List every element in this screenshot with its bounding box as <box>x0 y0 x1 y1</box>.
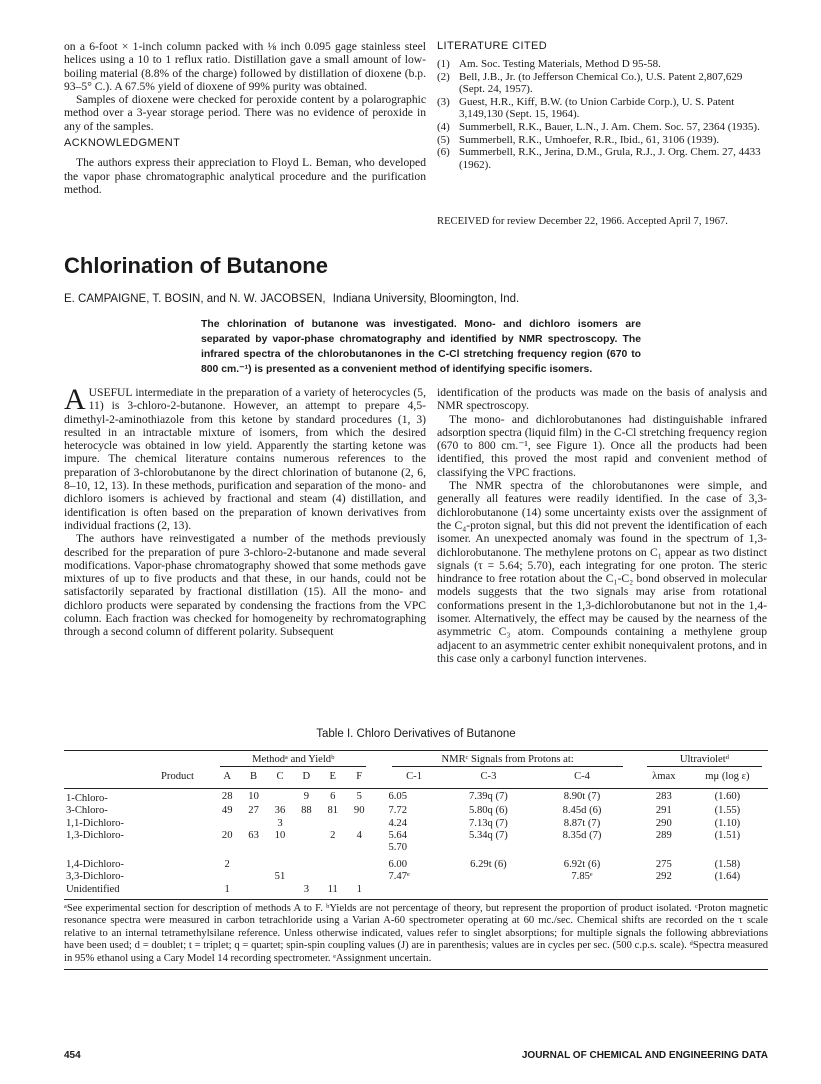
literature-cited <box>437 40 767 171</box>
reference-number: (6) <box>437 146 450 159</box>
acknowledgment-text: The authors express their appreciation to Floyd L. Beman, who developed the vapor phase chromatographic analytical procedure and the purification method. <box>64 156 426 196</box>
uv-cell: (1.51) <box>714 830 741 842</box>
nmr-cell: 6.05 <box>388 790 408 802</box>
spacer-cell <box>372 805 386 817</box>
method-yield-cell <box>240 855 266 871</box>
uv-group-header: Ultravioletᵈ <box>647 754 762 767</box>
table-row <box>64 871 768 883</box>
nmr-cell: 7.39q (7) <box>469 790 508 802</box>
table-row <box>64 855 768 871</box>
reference-item <box>437 121 767 134</box>
uv-cell: 292 <box>655 871 672 883</box>
method-yield-cell <box>240 818 266 830</box>
spacer-cell <box>629 871 641 883</box>
dioxene-paragraph-1: on a 6-foot × 1-inch column packed with ⅛ inch 0.095 gage stainless steel helices using a 10 to 1 reflux ratio. Distillation gave a small amount of low-boiling material (8.8% of the charge) followed by distillation of dioxene (b.p. 93–5° C.). A 67.5% yield of dioxene of 99% purity was obtained. <box>64 40 426 93</box>
literature-heading: LITERATURE CITED <box>437 40 548 52</box>
method-column-header: F <box>356 771 363 783</box>
method-yield-cell: 10 <box>274 830 286 842</box>
reference-list <box>437 58 767 171</box>
uv-cell: 289 <box>655 830 672 842</box>
product-cell: 1,3-Dichloro- <box>66 830 124 842</box>
spacer-cell <box>372 767 386 788</box>
spacer-cell <box>629 788 641 805</box>
uv-cell <box>687 842 768 854</box>
method-yield-cell: 1 <box>224 883 230 895</box>
method-yield-cell: 3 <box>303 883 310 895</box>
method-yield-cell <box>320 855 346 871</box>
identification-paragraph: identification of the products was made on the basis of analysis and NMR spectroscopy. <box>437 386 767 413</box>
nmr-column-header: C-1 <box>406 771 422 783</box>
spacer-cell <box>372 818 386 830</box>
nmr-cell <box>535 884 629 896</box>
method-column-header: E <box>329 771 336 783</box>
method-yield-cell <box>293 830 319 842</box>
table-footnote: ᵃSee experimental section for description of methods A to F. ᵇYields are not percentage of theory, but represent the proportion of product isolated. ᶜProton magnetic resonance spectra were measured in carbon tetrachloride using a Varian A-60 spectrometer operating at 60 mc./sec. Chemical shifts are recorded on the τ scale relative to an internal tetramethylsilane reference. Unless otherwise indicated, values refer to singlet absorptions; for multiple signals the following abbreviations have been used; d = doublet; t = triplet; q = quartet; spin-spin coupling values (J) are in parenthesis; values are in cycles per sec. (500 c.p.s. scale). ᵈSpectra measured in 95% ethanol using a Cary Model 14 recording spectrometer. ᵉAssignment uncertain. <box>64 903 768 964</box>
nmr-cell: 6.29t (6) <box>470 858 507 870</box>
method-yield-cell <box>320 871 346 883</box>
method-yield-cell <box>214 818 240 830</box>
affiliation: Indiana University, Bloomington, Ind. <box>332 293 520 305</box>
method-column-header: A <box>223 771 232 783</box>
method-yield-cell: 2 <box>330 830 336 842</box>
uv-column-header: mμ (log ε) <box>705 771 750 783</box>
spacer-cell <box>629 805 641 817</box>
product-cell: 3,3-Dichloro- <box>66 871 124 883</box>
method-column-header: B <box>250 771 258 783</box>
nmr-cell: 7.72 <box>388 805 408 817</box>
nmr-cell: 6.00 <box>388 858 408 870</box>
reference-number: (4) <box>437 120 450 133</box>
page-number: 454 <box>64 1050 81 1061</box>
table-row <box>64 842 768 854</box>
method-column-header: C <box>276 771 284 783</box>
author-line <box>64 293 768 305</box>
spacer-cell <box>372 788 386 805</box>
spacer-cell <box>629 830 641 842</box>
reference-number: (3) <box>437 95 450 108</box>
uv-cell <box>641 842 687 854</box>
product-cell: 1,4-Dichloro- <box>66 858 124 870</box>
product-cell: 1,1-Dichloro- <box>66 817 124 829</box>
table-row <box>64 818 768 830</box>
uv-cell: (1.55) <box>714 805 741 817</box>
method-yield-cell <box>240 842 266 854</box>
nmr-cell <box>386 884 441 896</box>
nmr-cell <box>442 884 536 896</box>
method-yield-cell: 1 <box>356 883 362 895</box>
nmr-cell: 5.80q (6) <box>469 805 508 817</box>
uv-cell: (1.60) <box>714 790 741 802</box>
nmr-cell: 4.24 <box>388 817 408 829</box>
nmr-cell: 8.90t (7) <box>563 790 601 802</box>
spacer-cell <box>629 818 641 830</box>
spacer-cell <box>372 871 386 883</box>
method-yield-cell <box>267 855 293 871</box>
nmr-cell <box>442 842 536 854</box>
method-yield-cell <box>214 842 240 854</box>
product-cell <box>64 842 214 854</box>
methods-paragraph: The authors have reinvestigated a number of the methods previously described for the preparation of pure 3-chloro-2-butanone and made several modifications. Vapor-phase chromatography showed that some methods gave mixtures of up to five products and that these, in our hands, could not be satisfactorily separated by fractional distillation (15). All the mono- and dichloro products were separated by condensing the fractions from the VPC column. Each fraction was checked for homogeneity by rechromatographing through a second column of different polarity. Subsequent <box>64 532 426 639</box>
nmr-cell <box>442 871 536 883</box>
reference-text: Guest, H.R., Kiff, B.W. (to Union Carbide Corp.), U. S. Patent 3,149,130 (Sept. 15, 1964). <box>459 95 735 121</box>
reference-item <box>437 146 767 171</box>
ir-paragraph: The mono- and dichlorobutanones had distinguishable infrared adsorption spectra (liquid film) in the C-Cl stretching frequency region (670 to 800 cm.⁻¹, see Figure 1). Once all the products had been identified, this proved the most rapid and convenient method of classifying the VPC fractions. <box>437 412 767 479</box>
nmr-column-header: C-4 <box>574 771 590 783</box>
reference-item <box>437 134 767 147</box>
body-right-column <box>437 386 767 665</box>
data-table <box>64 750 768 970</box>
uv-cell: 275 <box>655 858 672 870</box>
nmr-paragraph: The NMR spectra of the chlorobutanones were simple, and generally all features were readily identified. In the case of 3,3-dichlorobutanone (14) some uncertainty exists over the assignment of the C₄-proton signal, but this did not prevent the identification of each isomer. An unexpected anomaly was found in the spectrum of 1,3-dichlorobutanone. The methylene protons on C₁ appear as two distinct signals (τ = 5.64; 5.70), each integrating for one proton. The steric hindrance to free rotation about the C₁-C₂ bond observed in molecular models suggests that the two signals may arise from rotational conformations present in the 1,3-dichlorobutanone but not in the 1,4-isomer. Alternatively, the effect may be caused by the nearness of the asymmetric C₃ atom. Compounds containing a methylene group adjacent to an asymmetric center exhibit nonequivalent protons, and in this case only a carbonyl function intervenes. <box>437 479 767 665</box>
reference-text: Summerbell, R.K., Jerina, D.M., Grula, R.J., J. Org. Chem. 27, 4433 (1962). <box>459 146 761 171</box>
product-cell: 3-Chloro- <box>66 805 108 817</box>
uv-cell: (1.10) <box>714 817 741 829</box>
spacer-cell <box>629 767 641 788</box>
method-yield-cell: 36 <box>274 805 286 817</box>
nmr-group-header: NMRᶜ Signals from Protons at: <box>392 754 622 767</box>
reference-text: Bell, J.B., Jr. (to Jefferson Chemical Co.), U.S. Patent 2,807,629 (Sept. 24, 1957). <box>459 70 743 96</box>
table-body <box>64 788 768 896</box>
method-yield-cell: 5 <box>356 790 362 802</box>
reference-text: Summerbell, R.K., Umhoefer, R.R., Ibid., 61, 3106 (1939). <box>459 133 720 146</box>
spacer-cell <box>629 884 641 896</box>
abstract: The chlorination of butanone was investigated. Mono- and dichloro isomers are separated by vapor-phase chromatography and identified by NMR spectroscopy. The infrared spectra of the chlorobutanones in the C-Cl stretching frequency region (670 to 800 cm.⁻¹) is presented as a convenient method of identifying specific isomers. <box>201 319 641 375</box>
method-yield-cell <box>267 842 293 854</box>
received-line: RECEIVED for review December 22, 1966. Accepted April 7, 1967. <box>437 216 728 227</box>
method-yield-cell: 51 <box>274 871 286 883</box>
reference-text: Summerbell, R.K., Bauer, L.N., J. Am. Chem. Soc. 57, 2364 (1935). <box>459 120 760 133</box>
uv-cell: 283 <box>655 790 672 802</box>
method-yield-cell: 9 <box>303 790 310 802</box>
product-cell: Unidentified <box>66 883 120 895</box>
journal-name: JOURNAL OF CHEMICAL AND ENGINEERING DATA <box>521 1050 768 1061</box>
dioxene-paragraph-2: Samples of dioxene were checked for peroxide content by a polarographic method over a 3-year storage period. There was no evidence of peroxide in any of the samples. <box>64 93 426 133</box>
table-row <box>64 884 768 896</box>
method-yield-cell: 63 <box>248 830 259 842</box>
spacer-cell <box>372 842 386 854</box>
method-yield-cell: 49 <box>221 805 233 817</box>
method-group-header: Methodᵃ and Yieldᵇ <box>220 754 366 767</box>
method-yield-cell: 6 <box>330 790 336 802</box>
method-yield-cell: 10 <box>248 790 259 802</box>
uv-cell: (1.64) <box>714 871 741 883</box>
method-yield-cell <box>240 871 266 883</box>
uv-cell: (1.58) <box>714 858 741 870</box>
method-yield-cell <box>293 842 319 854</box>
table-caption: Table I. Chloro Derivatives of Butanone <box>316 728 516 740</box>
spacer-cell <box>629 842 641 854</box>
reference-number: (5) <box>437 133 450 146</box>
method-yield-cell: 88 <box>301 805 312 817</box>
method-yield-cell <box>267 788 293 805</box>
nmr-cell: 7.13q (7) <box>469 817 508 829</box>
authors: E. CAMPAIGNE, T. BOSIN, and N. W. JACOBSEN, <box>64 293 326 305</box>
method-yield-cell <box>240 884 266 896</box>
product-header: Product <box>161 771 194 783</box>
uv-cell <box>641 884 687 896</box>
method-yield-cell: 20 <box>221 830 233 842</box>
method-yield-cell <box>293 855 319 871</box>
reference-item <box>437 71 767 96</box>
table-row <box>64 805 768 817</box>
method-yield-cell: 11 <box>327 883 338 895</box>
spacer-cell <box>629 855 641 871</box>
uv-cell: 291 <box>655 805 672 817</box>
method-yield-cell <box>346 855 373 871</box>
product-cell: 1-Chloro- <box>66 792 108 804</box>
reference-text: Am. Soc. Testing Materials, Method D 95-58. <box>459 58 661 70</box>
nmr-cell: 8.45d (6) <box>562 805 602 817</box>
method-yield-cell <box>320 818 346 830</box>
method-yield-cell: 81 <box>327 805 339 817</box>
nmr-cell: 5.70 <box>388 842 408 854</box>
nmr-cell: 6.92t (6) <box>563 858 601 870</box>
reference-number: (1) <box>437 58 450 70</box>
method-yield-cell <box>346 818 373 830</box>
table-row <box>64 830 768 842</box>
nmr-cell <box>535 842 629 854</box>
method-yield-cell <box>214 871 240 883</box>
acknowledgment-heading: ACKNOWLEDGMENT <box>64 137 181 150</box>
nmr-column-header: C-3 <box>480 771 497 783</box>
table-row <box>64 788 768 805</box>
column-header-row <box>64 767 768 788</box>
article-title: Chlorination of Butanone <box>64 253 328 278</box>
spacer-cell <box>372 884 386 896</box>
method-yield-cell <box>267 884 293 896</box>
reference-number: (2) <box>437 70 450 83</box>
method-yield-cell: 2 <box>224 858 230 870</box>
uv-cell: 290 <box>655 817 672 829</box>
drop-cap: A <box>64 383 86 416</box>
method-yield-cell: 27 <box>248 805 259 817</box>
uv-column-header: λmax <box>652 771 676 783</box>
nmr-cell: 7.85ᵉ <box>571 871 593 883</box>
intro-paragraph: AUSEFUL intermediate in the preparation of a variety of heterocycles (5, 11) is 3-chloro-2-butanone. However, an attempt to prepare 4,5-dimethyl-2-aminothiazole from this ketone by standard procedures (1, 3) resulted in an intractable mixture of isomers, from which the desired heterocycle was obtained in low yield. Apparently the starting ketone was impure. The chemical literature contains numerous references to the preparation of 3-chlorobutanone by the direct chlorination of butanone (2, 6, 8–10, 12, 13). In these methods, purification and separation of the mono- and dichloro isomers is achieved by fractional and steam (4) distillation, and identification is often based on the preparation of known derivatives from individual fractions (2, 13). <box>64 383 426 532</box>
reference-item <box>437 58 767 71</box>
nmr-cell: 8.35d (7) <box>562 830 602 842</box>
body-left-column <box>64 383 426 639</box>
top-left-column <box>64 40 426 196</box>
method-yield-cell: 90 <box>353 805 365 817</box>
nmr-cell: 5.64 <box>388 830 408 842</box>
method-yield-cell: 3 <box>277 817 283 829</box>
nmr-cell: 5.34q (7) <box>469 830 508 842</box>
nmr-cell: 8.87t (7) <box>563 817 601 829</box>
uv-cell <box>687 884 768 896</box>
method-yield-cell <box>293 818 319 830</box>
method-yield-cell <box>346 842 373 854</box>
method-column-header: D <box>302 771 311 783</box>
method-yield-cell: 28 <box>221 790 233 802</box>
method-yield-cell <box>346 871 373 883</box>
nmr-cell: 7.47ᵉ <box>388 871 410 883</box>
method-yield-cell: 4 <box>356 830 362 842</box>
spacer-cell <box>372 830 386 842</box>
method-yield-cell <box>293 871 319 883</box>
spacer-cell <box>372 855 386 871</box>
method-yield-cell <box>320 842 346 854</box>
reference-item <box>437 96 767 121</box>
